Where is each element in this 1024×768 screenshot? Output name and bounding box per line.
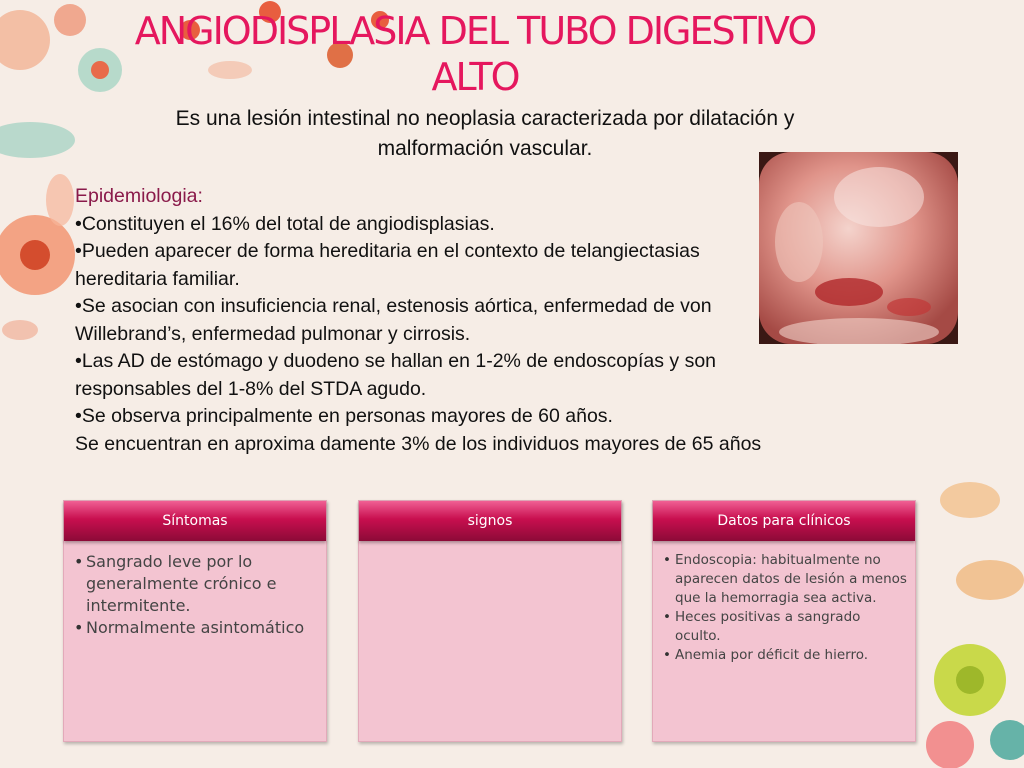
list-item: • Sangrado leve por lo generalmente crónico e intermitente. bbox=[72, 551, 318, 617]
clinical-data-list bbox=[653, 541, 915, 665]
subtitle-line-1: Es una lesión intestinal no neoplasia caracterizada por dilatación y bbox=[175, 107, 795, 130]
floral-decoration-bottom-right bbox=[910, 460, 1024, 768]
epidemiology-item: Se encuentran en aproxima damente 3% de los individuos mayores de 65 años bbox=[75, 432, 762, 455]
epidemiology-item: •Constituyen el 16% del total de angiodisplasias. bbox=[75, 212, 495, 235]
clinical-data-box bbox=[652, 500, 916, 742]
list-item: • Anemia por déficit de hierro. bbox=[661, 646, 907, 665]
list-item: • Endoscopia: habitualmente no aparecen datos de lesión a menos que la hemorragia sea activa. bbox=[661, 551, 907, 608]
symptoms-list bbox=[64, 541, 326, 639]
title-line-2: ALTO bbox=[431, 55, 519, 99]
epidemiology-heading: Epidemiologia: bbox=[75, 185, 203, 207]
clinical-data-heading: Datos para clínicos bbox=[653, 501, 915, 541]
slide-title bbox=[60, 8, 890, 100]
subtitle-line-2: malformación vascular. bbox=[377, 137, 593, 160]
epidemiology-section bbox=[75, 183, 785, 458]
epidemiology-item: •Pueden aparecer de forma hereditaria en el contexto de telangiectasias hereditaria familiar. bbox=[75, 240, 700, 290]
epidemiology-item: •Las AD de estómago y duodeno se hallan en 1-2% de endoscopías y son responsables del 1-8% del STDA agudo. bbox=[75, 350, 717, 400]
signs-box bbox=[358, 500, 622, 742]
epidemiology-item: •Se observa principalmente en personas mayores de 60 años. bbox=[75, 405, 613, 427]
symptoms-heading: Síntomas bbox=[64, 501, 326, 541]
endoscopy-image bbox=[759, 152, 958, 344]
list-item: • Heces positivas a sangrado oculto. bbox=[661, 608, 907, 646]
epidemiology-item: •Se asocian con insuficiencia renal, estenosis aórtica, enfermedad de von Willebrand’s, enfermedad pulmonar y cirrosis. bbox=[75, 295, 712, 345]
signs-heading: signos bbox=[359, 501, 621, 541]
list-item: • Normalmente asintomático bbox=[72, 617, 318, 639]
slide-subtitle bbox=[95, 104, 875, 164]
title-line-1: ANGIODISPLASIA DEL TUBO DIGESTIVO bbox=[134, 9, 816, 53]
symptoms-box bbox=[63, 500, 327, 742]
